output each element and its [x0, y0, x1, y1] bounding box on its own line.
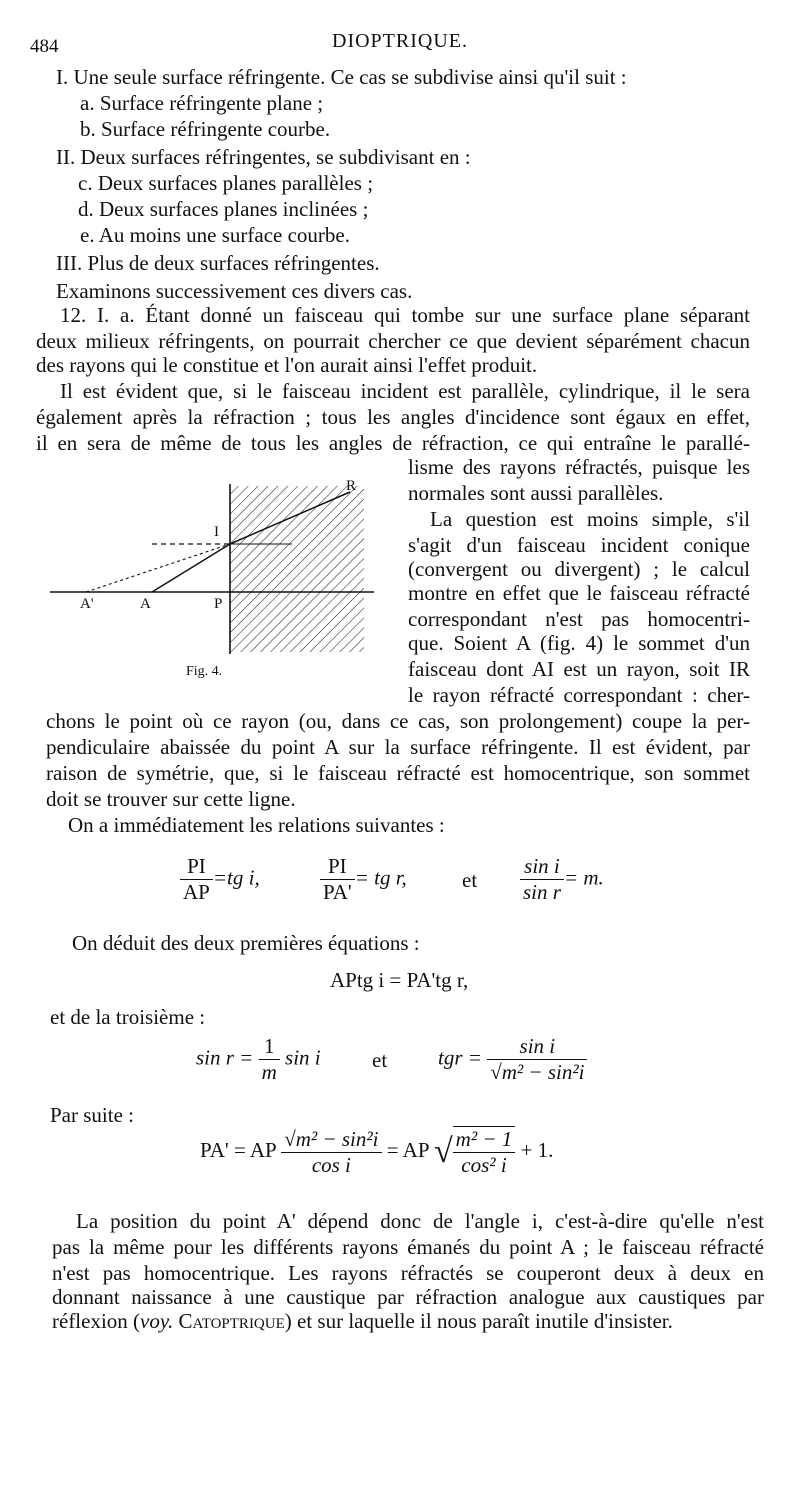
eq2-rhs: = tg r,	[354, 865, 407, 890]
label-a-prime: A'	[80, 596, 94, 612]
eq1-rhs: =tg i,	[212, 865, 260, 890]
text-line: 12. I. a. Étant donné un faisceau qui tombe sur une surface plane séparant	[60, 303, 750, 327]
eq6-numerator: sin i	[487, 1034, 587, 1060]
label-i: I	[214, 524, 219, 540]
eq2-denominator: PA'	[323, 880, 352, 904]
eq7-lhs: PA' = AP	[200, 1137, 276, 1162]
text-line: II. Deux surfaces réfringentes, se subdivisant en :	[56, 145, 471, 169]
running-title: DIOPTRIQUE.	[332, 30, 468, 52]
text-line: et de la troisième :	[50, 1005, 206, 1029]
text-line: III. Plus de deux surfaces réfringentes.	[56, 251, 380, 275]
text-line: b. Surface réfringente courbe.	[80, 117, 331, 141]
eq5-lhs: sin r =	[196, 1045, 254, 1070]
eq7-mid: = AP	[386, 1137, 429, 1162]
text-line: La question est moins simple, s'il	[430, 507, 750, 531]
text-line: deux milieux réfringents, on pourrait chercher ce que devient séparément chacun	[36, 329, 750, 353]
text-line: il en sera de même de tous les angles de réfraction, ce qui entraîne le parallé-	[36, 431, 750, 455]
eq3-numerator: sin i	[520, 854, 564, 880]
label-r: R	[346, 478, 357, 494]
eq5-denominator: m	[261, 1060, 277, 1084]
eq6-denominator: √m² − sin²i	[490, 1060, 585, 1084]
eq7-numerator: √m² − sin²i	[281, 1127, 381, 1153]
label-p: P	[214, 596, 223, 612]
page-header	[0, 30, 800, 56]
text-line: n'est pas homocentrique. Les rayons réfractés se couperont deux à deux en	[52, 1261, 764, 1285]
text-line: d. Deux surfaces planes inclinées ;	[78, 197, 369, 221]
text-line: également après la réfraction ; tous les angles d'incidence sont égaux en effet,	[36, 405, 750, 429]
equation-3	[520, 854, 604, 905]
incident-ray	[152, 544, 230, 592]
text-line	[52, 1308, 673, 1334]
text-line	[76, 1208, 764, 1234]
figure-4	[48, 478, 378, 678]
equation-5	[196, 1034, 321, 1085]
text-line: I. Une seule surface réfringente. Ce cas se subdivise ainsi qu'il suit :	[56, 65, 627, 89]
text-line: chons le point où ce rayon (ou, dans ce cas, son prolongement) coupe la per-	[46, 709, 750, 733]
eq1-numerator: PI	[180, 854, 213, 880]
refraction-diagram	[48, 478, 378, 668]
cross-reference: Catoptrique	[178, 1309, 285, 1333]
eq7-root-numerator: m² − 1	[453, 1127, 516, 1153]
page-number: 484	[30, 36, 59, 57]
eq5-numerator: 1	[259, 1034, 280, 1060]
label-a: A	[140, 596, 151, 612]
eq3-rhs: = m.	[563, 865, 604, 890]
text-line: faisceau dont AI est un rayon, soit IR	[408, 657, 750, 681]
text-line: (convergent ou divergent) ; le calcul	[408, 557, 750, 581]
text-line: Il est évident que, si le faisceau incident est parallèle, cylindrique, il le sera	[60, 379, 750, 403]
text-line: le rayon réfracté correspondant : cher-	[408, 683, 750, 707]
text-line: lisme des rayons réfractés, puisque les	[408, 455, 750, 479]
eq7-tail: + 1.	[520, 1137, 554, 1162]
equation-4: APtg i = PA'tg r,	[330, 968, 469, 992]
equation-2	[320, 854, 407, 905]
text-span: ) et sur laquelle il nous paraît inutile d'insister.	[284, 1309, 673, 1333]
figure-caption: Fig. 4.	[186, 664, 223, 679]
refracting-medium	[230, 486, 364, 652]
ray-prolongation	[86, 544, 230, 592]
text-line: s'agit d'un faisceau incident conique	[408, 533, 750, 557]
eq1-denominator: AP	[183, 880, 210, 904]
equation-conj-2: et	[372, 1048, 388, 1072]
text-line: correspondant n'est pas homocentri-	[408, 607, 750, 631]
text-line: doit se trouver sur cette ligne.	[46, 787, 296, 811]
text-line: Examinons successivement ces divers cas.	[56, 279, 413, 303]
text-line: Par suite :	[50, 1103, 134, 1127]
eq7-denominator: cos i	[311, 1152, 351, 1177]
text-line: raison de symétrie, que, si le faisceau réfracté est homocentrique, son sommet	[46, 761, 750, 785]
equation-1	[180, 854, 260, 905]
text-line: e. Au moins une surface courbe.	[80, 223, 350, 247]
equation-conj: et	[462, 868, 478, 892]
text-line: normales sont aussi parallèles.	[408, 481, 664, 505]
text-line: que. Soient A (fig. 4) le sommet d'un	[408, 631, 750, 655]
text-span: réflexion (	[52, 1309, 141, 1333]
eq7-root-denominator: cos² i	[461, 1153, 507, 1177]
text-line: des rayons qui le constitue et l'on aurait ainsi l'effet produit.	[36, 353, 538, 377]
eq5-rhs: sin i	[285, 1045, 321, 1070]
text-span: La position du point A' dépend donc de l'angle i, c'est-à-dire qu'elle n'est	[76, 1209, 764, 1233]
text-line: donnant naissance à une caustique par réfraction analogue aux caustiques par	[52, 1285, 764, 1309]
eq6-lhs: tgr =	[438, 1045, 482, 1070]
text-line: montre en effet que le faisceau réfracté	[408, 581, 750, 605]
eq3-denominator: sin r	[523, 880, 561, 904]
text-line: On a immédiatement les relations suivantes :	[68, 813, 445, 837]
text-line: c. Deux surfaces planes parallèles ;	[78, 171, 374, 195]
text-line: a. Surface réfringente plane ;	[80, 91, 324, 115]
text-line: pas la même pour les différents rayons émanés du point A ; le faisceau réfracté	[52, 1235, 764, 1259]
equation-6	[438, 1034, 587, 1085]
text-span-italic: voy.	[140, 1309, 174, 1333]
text-line: On déduit des deux premières équations :	[72, 931, 420, 955]
text-line: pendiculaire abaissée du point A sur la surface réfringente. Il est évident, par	[46, 735, 750, 759]
equation-7	[200, 1126, 553, 1178]
sqrt-symbol: √	[434, 1133, 453, 1170]
eq2-numerator: PI	[320, 854, 355, 880]
